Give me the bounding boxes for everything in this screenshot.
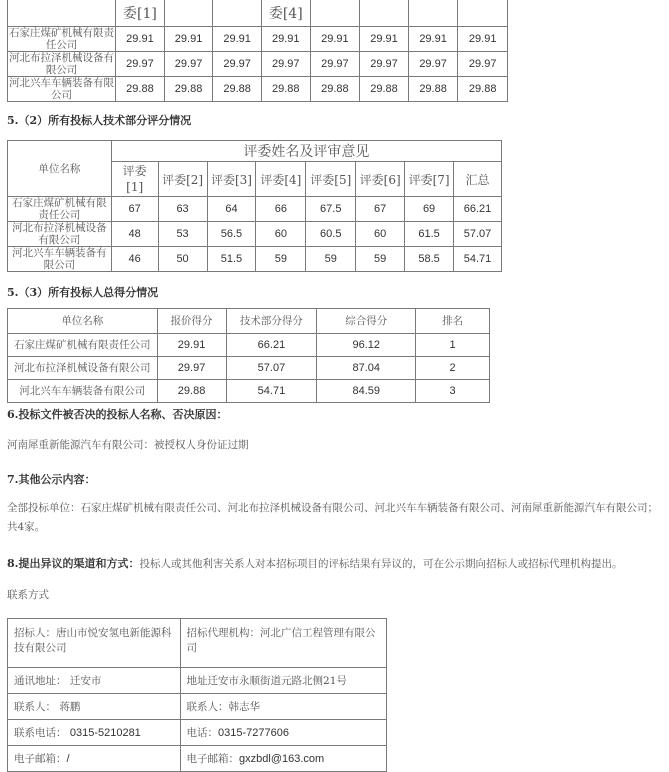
address-value: 迁安市 xyxy=(69,675,102,687)
column-header: 汇总 xyxy=(454,162,502,197)
score-cell: 29.88 xyxy=(213,77,262,102)
header-cell xyxy=(408,0,458,27)
table-row xyxy=(8,52,508,77)
section-7-body-line1: 全部投标单位：石家庄煤矿机械有限责任公司、河北布拉泽机械设备有限公司、河北兴车车辆装备有限公司、河南犀重新能源汽车有限公司； xyxy=(7,502,658,514)
agency-label: 招标代理机构： xyxy=(186,627,261,639)
score-cell: 29.91 xyxy=(458,27,508,52)
score-cell: 69 xyxy=(405,197,454,222)
price-score-cell: 29.91 xyxy=(157,334,226,357)
contacts-row xyxy=(8,720,387,746)
tenderer-email-cell xyxy=(8,746,181,772)
header-cell xyxy=(458,0,508,27)
score-cell: 29.97 xyxy=(458,52,508,77)
tech-score-cell: 54.71 xyxy=(226,380,317,403)
score-cell: 29.97 xyxy=(310,52,360,77)
tenderer-value: 唐山市悦安氢电新能源科技有限公司 xyxy=(14,627,172,654)
total-score-cell: 96.12 xyxy=(317,334,416,357)
agency-email-cell[interactable] xyxy=(180,746,386,772)
score-cell: 29.97 xyxy=(213,52,262,77)
tech-score-cell: 57.07 xyxy=(226,357,317,380)
score-cell: 59 xyxy=(256,247,306,272)
table-row xyxy=(8,380,490,403)
score-cell: 29.88 xyxy=(360,77,409,102)
total-cell: 57.07 xyxy=(454,222,502,247)
email-link[interactable]: gxzbdl@163.com xyxy=(239,753,325,765)
rank-cell: 3 xyxy=(416,380,490,403)
price-table-header-row xyxy=(8,0,508,27)
score-cell: 29.91 xyxy=(408,27,458,52)
agency-phone-cell xyxy=(180,720,386,746)
total-cell: 66.21 xyxy=(454,197,502,222)
tenderer-label: 招标人： xyxy=(14,627,56,639)
contacts-row xyxy=(8,619,387,668)
agency-cell xyxy=(180,619,386,668)
rank-cell: 2 xyxy=(416,357,490,380)
column-header: 技术部分得分 xyxy=(226,309,317,334)
section-8-body: 投标人或其他利害关系人对本招标项目的评标结果有异议的，可在公示期向招标人或招标代理机构提出。 xyxy=(139,558,623,570)
phone-value: 0315-7277606 xyxy=(218,727,289,739)
column-header: 评委[1] xyxy=(111,162,158,197)
table-row xyxy=(8,247,502,272)
email-label: 电子邮箱： xyxy=(14,753,67,765)
contacts-row xyxy=(8,746,387,772)
contacts-row xyxy=(8,668,387,694)
score-cell: 29.91 xyxy=(116,27,165,52)
phone-value: 0315-5210281 xyxy=(69,727,141,739)
column-header: 综合得分 xyxy=(317,309,416,334)
column-header: 评委[4] xyxy=(256,162,306,197)
header-cell xyxy=(310,0,360,27)
contact-label: 联系人： xyxy=(14,701,56,713)
score-cell: 29.88 xyxy=(458,77,508,102)
score-cell: 29.88 xyxy=(261,77,310,102)
column-header: 评委[3] xyxy=(207,162,256,197)
address-label: 通讯地址： xyxy=(14,675,67,687)
company-name-cell: 石家庄煤矿机械有限责任公司 xyxy=(8,197,112,222)
contacts-table xyxy=(7,618,387,772)
tenderer-address-cell xyxy=(8,668,181,694)
table-row xyxy=(8,222,502,247)
score-cell: 29.97 xyxy=(261,52,310,77)
column-header: 报价得分 xyxy=(157,309,226,334)
tenderer-phone-cell xyxy=(8,720,181,746)
address-label: 地址 xyxy=(186,675,208,687)
header-cell: 委[1] xyxy=(116,0,165,27)
header-cell xyxy=(213,0,262,27)
score-cell: 61.5 xyxy=(405,222,454,247)
address-value: 迁安市永顺街道元路北侧21号 xyxy=(207,675,347,687)
score-cell: 29.97 xyxy=(408,52,458,77)
section-7-body-line2: 共4家。 xyxy=(7,521,46,533)
agency-address-cell xyxy=(180,668,386,694)
score-cell: 50 xyxy=(158,247,207,272)
company-name-cell: 河北兴车车辆装备有限公司 xyxy=(8,247,112,272)
score-cell: 63 xyxy=(158,197,207,222)
section-6-body: 河南犀重新能源汽车有限公司：被授权人身份证过期 xyxy=(7,439,249,451)
tech-score-cell: 66.21 xyxy=(226,334,317,357)
column-header: 评委[2] xyxy=(158,162,207,197)
section-8 xyxy=(7,555,622,571)
table-header-row xyxy=(8,141,502,162)
price-score-cell: 29.88 xyxy=(157,380,226,403)
score-cell: 59 xyxy=(306,247,356,272)
section-8-title: 8.提出异议的渠道和方式： xyxy=(7,557,140,570)
score-cell: 60.5 xyxy=(306,222,356,247)
score-cell: 67 xyxy=(356,197,405,222)
section-5-2-title: 5.（2）所有投标人技术部分评分情况 xyxy=(7,114,192,127)
price-score-cell: 29.97 xyxy=(157,357,226,380)
column-header: 评委[5] xyxy=(306,162,356,197)
score-cell: 29.91 xyxy=(360,27,409,52)
company-name-cell: 河北兴车车辆装备有限公司 xyxy=(8,380,158,403)
score-cell: 29.88 xyxy=(310,77,360,102)
score-cell: 29.97 xyxy=(360,52,409,77)
agency-value: 河北广信工程管理有限公司 xyxy=(186,627,376,654)
header-cell xyxy=(164,0,213,27)
company-name-cell: 石家庄煤矿机械有限责任公司 xyxy=(9,27,115,51)
table-header-row xyxy=(8,309,490,334)
score-cell: 60 xyxy=(356,222,405,247)
column-header: 评委[7] xyxy=(405,162,454,197)
score-cell: 67.5 xyxy=(306,197,356,222)
column-header: 排名 xyxy=(416,309,490,334)
technical-score-table xyxy=(7,140,502,272)
header-cell xyxy=(360,0,409,27)
column-header: 单位名称 xyxy=(8,309,158,334)
phone-label: 联系电话： xyxy=(14,727,67,739)
header-cell xyxy=(8,0,116,27)
unit-name-header: 单位名称 xyxy=(8,141,112,197)
score-cell: 29.91 xyxy=(213,27,262,52)
total-score-cell: 87.04 xyxy=(317,357,416,380)
score-cell: 60 xyxy=(256,222,306,247)
price-score-table xyxy=(7,0,508,102)
total-score-table xyxy=(7,308,490,403)
score-cell: 56.5 xyxy=(207,222,256,247)
contact-value: 蒋鹏 xyxy=(59,701,81,713)
score-cell: 46 xyxy=(111,247,158,272)
score-cell: 29.88 xyxy=(116,77,165,102)
score-cell: 59 xyxy=(356,247,405,272)
table-row xyxy=(8,334,490,357)
agency-contact-cell xyxy=(180,694,386,720)
score-cell: 29.88 xyxy=(408,77,458,102)
score-cell: 29.88 xyxy=(164,77,213,102)
score-cell: 48 xyxy=(111,222,158,247)
score-cell: 51.5 xyxy=(207,247,256,272)
total-score-cell: 84.59 xyxy=(317,380,416,403)
tenderer-contact-cell xyxy=(8,694,181,720)
company-name-cell: 河北布拉泽机械设备有限公司 xyxy=(9,52,115,76)
score-cell: 64 xyxy=(207,197,256,222)
contact-label: 联系人： xyxy=(186,701,229,713)
contact-value: 韩志华 xyxy=(228,701,261,713)
section-6-title: 6.投标文件被否决的投标人名称、否决原因： xyxy=(7,408,228,421)
tenderer-cell xyxy=(8,619,181,668)
score-cell: 29.97 xyxy=(164,52,213,77)
company-name-cell: 河北兴车车辆装备有限公司 xyxy=(9,77,115,101)
header-cell: 委[4] xyxy=(261,0,310,27)
score-cell: 58.5 xyxy=(405,247,454,272)
email-label: 电子邮箱： xyxy=(186,753,240,765)
company-name-cell: 河北布拉泽机械设备有限公司 xyxy=(8,357,158,380)
contacts-row xyxy=(8,694,387,720)
score-cell: 29.91 xyxy=(164,27,213,52)
score-cell: 29.91 xyxy=(310,27,360,52)
table-row xyxy=(8,77,508,102)
section-5-3-title: 5.（3）所有投标人总得分情况 xyxy=(7,286,159,299)
column-header: 评委[6] xyxy=(356,162,405,197)
judges-group-header: 评委姓名及评审意见 xyxy=(111,141,501,162)
score-cell: 29.91 xyxy=(261,27,310,52)
contacts-heading: 联系方式 xyxy=(7,589,49,601)
email-value: / xyxy=(66,753,70,765)
table-row xyxy=(8,197,502,222)
table-row xyxy=(8,27,508,52)
phone-label: 电话： xyxy=(186,727,219,739)
company-name-cell: 河北布拉泽机械设备有限公司 xyxy=(8,222,112,247)
score-cell: 66 xyxy=(256,197,306,222)
section-7-title: 7.其他公示内容： xyxy=(7,473,96,486)
score-cell: 67 xyxy=(111,197,158,222)
table-row xyxy=(8,357,490,380)
company-name-cell: 石家庄煤矿机械有限责任公司 xyxy=(8,334,158,357)
total-cell: 54.71 xyxy=(454,247,502,272)
rank-cell: 1 xyxy=(416,334,490,357)
score-cell: 29.97 xyxy=(116,52,165,77)
score-cell: 53 xyxy=(158,222,207,247)
